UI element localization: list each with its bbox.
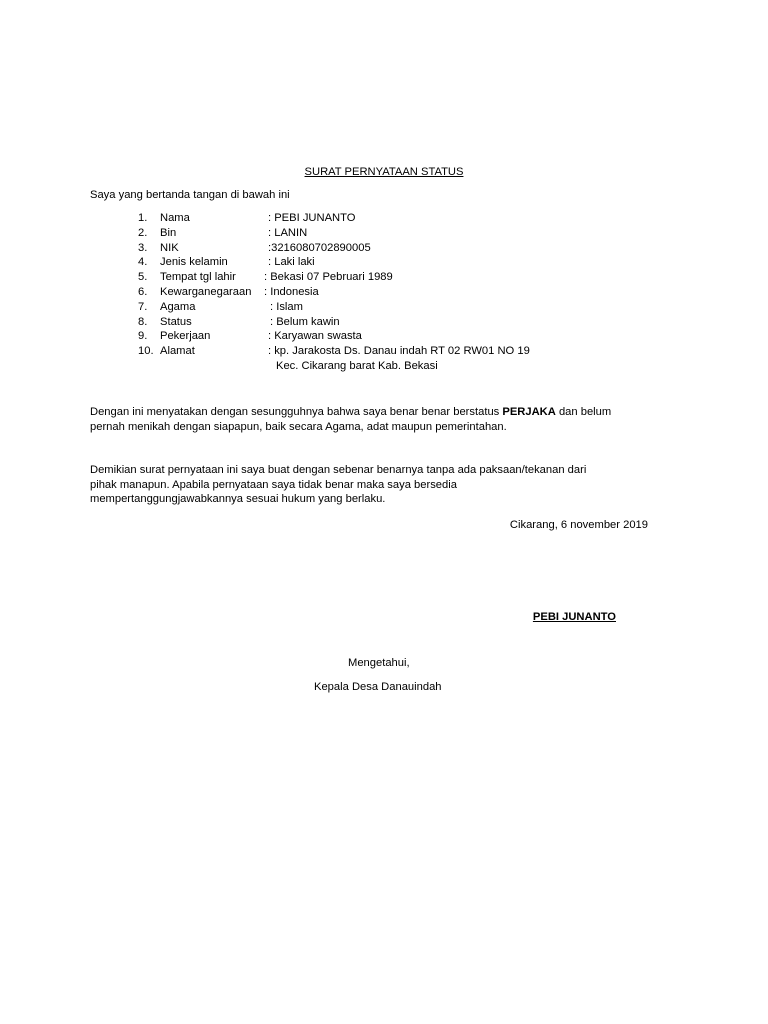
document-title: SURAT PERNYATAAN STATUS xyxy=(304,166,464,178)
field-row-nama xyxy=(138,211,698,226)
field-value: : Belum kawin xyxy=(270,315,340,328)
field-number: 10. xyxy=(138,345,154,358)
field-value: : Karyawan swasta xyxy=(268,330,362,343)
field-number: 8. xyxy=(138,315,148,328)
field-number: 9. xyxy=(138,330,148,343)
signer-name: PEBI JUNANTO xyxy=(532,611,616,623)
field-number: 4. xyxy=(138,256,148,269)
closing-line-3: mempertanggungjawabkannya sesuai hukum yang berlaku. xyxy=(90,493,386,506)
village-head-title: Kepala Desa Danauindah xyxy=(314,681,442,693)
field-label: Alamat xyxy=(160,345,195,358)
field-label: NIK xyxy=(160,241,179,254)
field-label: Kewarganegaraan xyxy=(160,285,252,298)
closing-paragraph xyxy=(90,463,690,507)
field-number: 1. xyxy=(138,212,148,224)
field-label: Pekerjaan xyxy=(160,330,211,343)
statement-paragraph xyxy=(90,405,690,434)
field-row-status xyxy=(138,315,698,330)
field-row-bin xyxy=(138,226,698,241)
field-row-pekerjaan xyxy=(138,329,698,344)
field-number: 3. xyxy=(138,241,148,254)
statement-text: Dengan ini menyatakan dengan sesungguhnya bahwa saya benar benar berstatus xyxy=(90,406,503,418)
field-value: : Islam xyxy=(270,300,303,313)
field-label: Status xyxy=(160,315,192,328)
field-row-nik xyxy=(138,241,698,256)
field-row-kewarganegaraan xyxy=(138,285,698,300)
field-number: 5. xyxy=(138,271,148,284)
field-label: Jenis kelamin xyxy=(160,256,228,269)
field-number: 2. xyxy=(138,226,148,239)
identity-field-list xyxy=(138,211,698,374)
field-label: Tempat tgl lahir xyxy=(160,271,236,284)
field-label: Agama xyxy=(160,300,196,313)
field-value: : Indonesia xyxy=(264,285,319,298)
field-number: 7. xyxy=(138,300,148,313)
field-value: : Laki laki xyxy=(268,256,315,269)
field-row-agama xyxy=(138,300,698,315)
field-value: : kp. Jarakosta Ds. Danau indah RT 02 RW01 NO 19 xyxy=(268,345,530,358)
field-value: : Bekasi 07 Pebruari 1989 xyxy=(264,271,393,284)
status-emphasis: PERJAKA xyxy=(502,406,556,418)
field-label: Bin xyxy=(160,226,177,239)
field-row-jenis-kelamin xyxy=(138,255,698,270)
closing-line-1: Demikian surat pernyataan ini saya buat dengan sebenar benarnya tanpa ada paksaan/tekanan dari xyxy=(90,464,587,476)
field-value: : PEBI JUNANTO xyxy=(268,212,356,224)
statement-text: dan belum xyxy=(555,406,612,418)
place-date: Cikarang, 6 november 2019 xyxy=(509,519,648,531)
field-value: : LANIN xyxy=(268,226,308,239)
field-value: :3216080702890005 xyxy=(268,241,371,254)
acknowledged-label: Mengetahui, xyxy=(348,657,410,669)
field-number: 6. xyxy=(138,285,148,298)
statement-line-2: pernah menikah dengan siapapun, baik secara Agama, adat maupun pemerintahan. xyxy=(90,420,507,433)
field-value-continued: Kec. Cikarang barat Kab. Bekasi xyxy=(276,359,438,372)
field-row-alamat-continued xyxy=(138,359,698,374)
closing-line-2: pihak manapun. Apabila pernyataan saya tidak benar maka saya bersedia xyxy=(90,478,457,491)
intro-text: Saya yang bertanda tangan di bawah ini xyxy=(90,189,290,201)
field-label: Nama xyxy=(160,212,190,224)
field-row-alamat xyxy=(138,344,698,359)
statement-line-1 xyxy=(90,405,690,420)
field-row-tempat-tgl-lahir xyxy=(138,270,698,285)
